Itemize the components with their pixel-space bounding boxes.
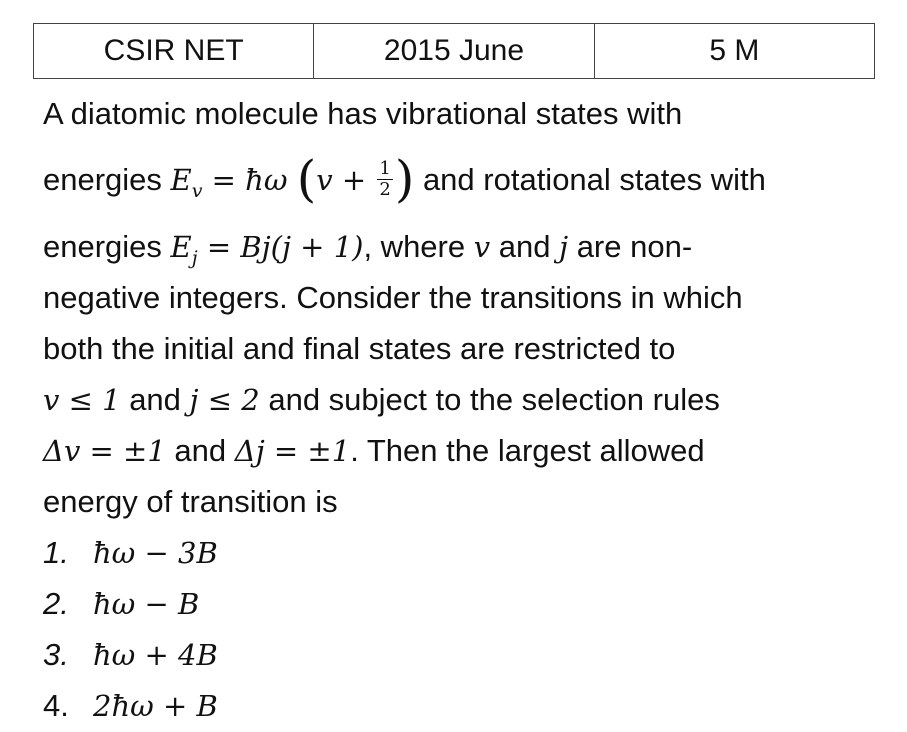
- option-number: 4.: [43, 688, 69, 723]
- text: and: [165, 433, 235, 468]
- option-1[interactable]: [43, 527, 883, 578]
- question-line-1: A diatomic molecule has vibrational states with: [43, 96, 683, 131]
- math-energy-j: [170, 230, 198, 269]
- right-paren: ): [394, 149, 415, 208]
- option-number: 1.: [43, 535, 69, 570]
- exam-name: CSIR NET: [34, 24, 314, 79]
- math-j: j: [559, 230, 569, 264]
- text: , where: [363, 229, 474, 264]
- math-energy-v: [170, 163, 203, 202]
- text: . Then the largest allowed: [350, 433, 705, 468]
- fraction-denominator: 2: [379, 179, 391, 201]
- option-3[interactable]: [43, 629, 883, 680]
- option-value: 2ħω + B: [93, 689, 218, 723]
- math-symbol: E: [170, 163, 192, 197]
- answer-options: [43, 527, 883, 731]
- math-v: v: [473, 230, 491, 264]
- option-number: 3.: [43, 637, 69, 672]
- math-delta-j: Δj = ±1: [234, 434, 351, 468]
- math-j-restriction: j ≤ 2: [189, 383, 260, 417]
- exam-session: 2015 June: [314, 24, 594, 79]
- text: and subject to the selection rules: [259, 382, 720, 417]
- option-4[interactable]: [43, 680, 883, 731]
- question-line-5: both the initial and final states are restricted to: [43, 331, 676, 366]
- math-subscript: v: [191, 180, 203, 202]
- math-rotational-energy: = Bj(j + 1): [197, 230, 364, 264]
- text: and: [490, 229, 560, 264]
- left-paren: (: [296, 149, 317, 208]
- option-value: ħω − B: [93, 587, 200, 621]
- math-v-restriction: v ≤ 1: [43, 383, 121, 417]
- math-delta-v: Δv = ±1: [43, 434, 166, 468]
- text: energies: [43, 229, 171, 264]
- question-line-4: negative integers. Consider the transitions in which: [43, 280, 743, 315]
- option-value: ħω − 3B: [93, 536, 218, 570]
- question-line-8: energy of transition is: [43, 484, 338, 519]
- text: energies: [43, 162, 171, 197]
- question-line-6: [43, 374, 883, 425]
- header-table: [33, 23, 875, 79]
- question-line-3: [43, 221, 883, 272]
- math-v-plus: v +: [316, 163, 376, 197]
- option-2[interactable]: [43, 578, 883, 629]
- math-hbar-omega: = ħω: [202, 163, 297, 197]
- question-line-7: [43, 425, 883, 476]
- math-subscript: j: [191, 247, 198, 269]
- question-marks: 5 M: [594, 24, 874, 79]
- question-body: [43, 88, 883, 731]
- text: and rotational states with: [414, 162, 766, 197]
- fraction-half: [377, 159, 392, 200]
- header-row: [34, 24, 875, 79]
- text: and: [120, 382, 190, 417]
- question-line-2: [43, 139, 883, 221]
- math-symbol: E: [170, 230, 192, 264]
- fraction-numerator: 1: [379, 158, 391, 180]
- option-value: ħω + 4B: [93, 638, 218, 672]
- text: are non-: [568, 229, 693, 264]
- option-number: 2.: [43, 586, 69, 621]
